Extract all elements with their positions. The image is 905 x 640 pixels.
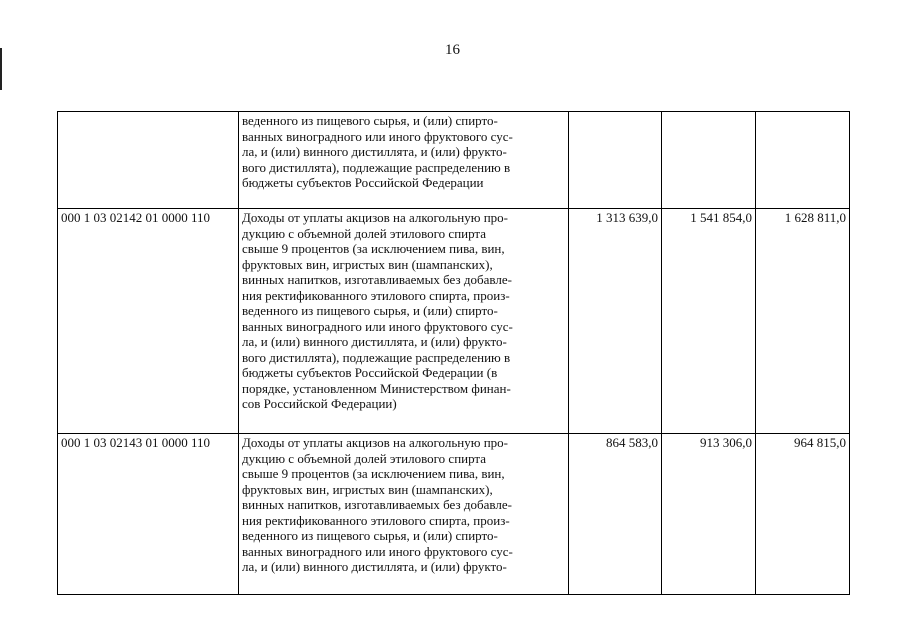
budget-code-cell: 000 1 03 02143 01 0000 110 [58, 434, 239, 595]
amount-cell-year-2 [662, 112, 756, 209]
amount-cell-year-1 [569, 112, 662, 209]
amount-cell-year-1: 864 583,0 [569, 434, 662, 595]
amount-cell-year-3 [756, 112, 850, 209]
amount-cell-year-3: 964 815,0 [756, 434, 850, 595]
budget-code-cell [58, 112, 239, 209]
amount-cell-year-1: 1 313 639,0 [569, 209, 662, 434]
amount-cell-year-2: 1 541 854,0 [662, 209, 756, 434]
revenue-table [57, 111, 850, 595]
budget-code-cell: 000 1 03 02142 01 0000 110 [58, 209, 239, 434]
description-cell: веденного из пищевого сырья, и (или) спирто- ванных виноградного или иного фруктового сус- ла, и (или) винного дистиллята, и (или) фрукто- вого дистиллята), подлежащие распределению в бюджеты субъектов Российской Федерации [239, 112, 569, 209]
amount-cell-year-2: 913 306,0 [662, 434, 756, 595]
table-row [58, 209, 850, 434]
description-cell: Доходы от уплаты акцизов на алкогольную про- дукцию с объемной долей этилового спирта свыше 9 процентов (за исключением пива, вин, фруктовых вин, игристых вин (шампанских), винных напитков, изготавливаемых без добавле- ния ректификованного этилового спирта, произ- веденного из пищевого сырья, и (или) спирто- ванных виноградного или иного фруктового сус- ла, и (или) винного дистиллята, и (или) фрукто- вого дистиллята), подлежащие распределению в бюджеты субъектов Российской Федерации (в порядке, установленном Министерством финан- сов Российской Федерации) [239, 209, 569, 434]
description-cell: Доходы от уплаты акцизов на алкогольную про- дукцию с объемной долей этилового спирта свыше 9 процентов (за исключением пива, вин, фруктовых вин, игристых вин (шампанских), винных напитков, изготавливаемых без добавле- ния ректификованного этилового спирта, произ- веденного из пищевого сырья, и (или) спирто- ванных виноградного или иного фруктового сус- ла, и (или) винного дистиллята, и (или) фрукто- [239, 434, 569, 595]
table-row [58, 112, 850, 209]
page-number: 16 [445, 42, 460, 58]
table-row [58, 434, 850, 595]
amount-cell-year-3: 1 628 811,0 [756, 209, 850, 434]
